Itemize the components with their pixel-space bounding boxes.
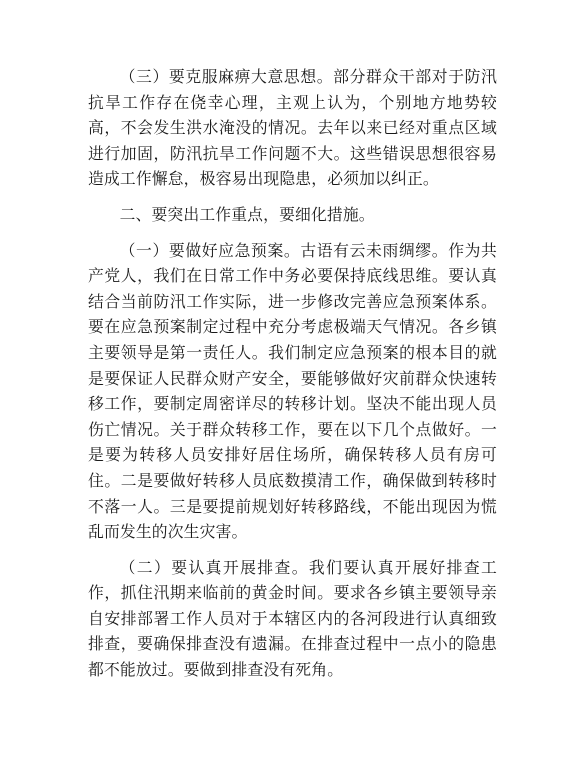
document-body bbox=[88, 64, 497, 693]
paragraph-emergency-plan: （一）要做好应急预案。古语有云未雨绸缪。作为共产党人，我们在日常工作中务必要保持底线思维。要认真结合当前防汛工作实际，进一步修改完善应急预案体系。要在应急预案制定过程中充分考虑极端天气情况。各乡镇主要领导是第一责任人。我们制定应急预案的根本目的就是要保证人民群众财产安全，要能够做好灾前群众快速转移工作，要制定周密详尽的转移计划。坚决不能出现人员伤亡情况。关于群众转移工作，要在以下几个点做好。一是要为转移人员安排好居住场所，确保转移人员有房可住。二是要做好转移人员底数摸清工作，确保做到转移时不落一人。三是要提前规划好转移路线，不能出现因为慌乱而发生的次生灾害。 bbox=[88, 240, 497, 542]
section-heading-key-work: 二、要突出工作重点，要细化措施。 bbox=[119, 204, 375, 224]
paragraph-overcome-complacency: （三）要克服麻痹大意思想。部分群众干部对于防汛抗旱工作存在侥幸心理，主观上认为，个别地方地势较高，不会发生洪水淹没的情况。去年以来已经对重点区域进行加固，防汛抗旱工作问题不大。这些错误思想很容易造成工作懈怠，极容易出现隐患，必须加以纠正。 bbox=[88, 67, 497, 189]
paragraph-inspection: （二）要认真开展排查。我们要认真开展好排查工作，抓住汛期来临前的黄金时间。要求各乡镇主要领导亲自安排部署工作人员对于本辖区内的各河段进行认真细致排查，要确保排查没有遗漏。在排查过程中一点小的隐患都不能放过。要做到排查没有死角。 bbox=[88, 557, 497, 680]
